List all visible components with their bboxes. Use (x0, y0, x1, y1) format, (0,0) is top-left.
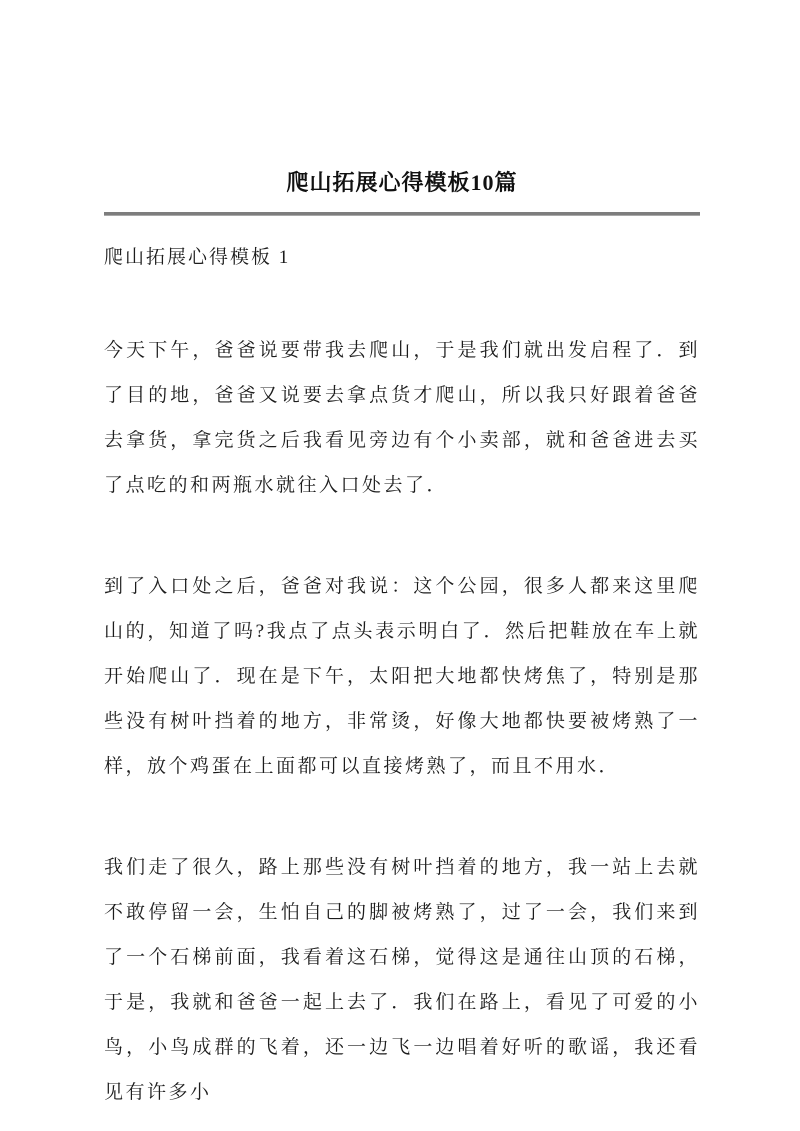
title-divider (104, 212, 700, 216)
document-title: 爬山拓展心得模板10篇 (286, 170, 518, 195)
paragraph-2: 到了入口处之后，爸爸对我说：这个公园，很多人都来这里爬山的，知道了吗?我点了点头表示明白了．然后把鞋放在车上就开始爬山了．现在是下午，太阳把大地都快烤焦了，特别是那些没有树叶挡着的地方，非常烫，好像大地都快要被烤熟了一样，放个鸡蛋在上面都可以直接烤熟了，而且不用水． (104, 576, 700, 777)
paragraph-1: 今天下午，爸爸说要带我去爬山，于是我们就出发启程了．到了目的地，爸爸又说要去拿点货才爬山，所以我只好跟着爸爸去拿货，拿完货之后我看见旁边有个小卖部，就和爸爸进去买了点吃的和两瓶水就往入口处去了． (104, 340, 700, 496)
paragraph-3: 我们走了很久，路上那些没有树叶挡着的地方，我一站上去就不敢停留一会，生怕自己的脚被烤熟了，过了一会，我们来到了一个石梯前面，我看着这石梯，觉得这是通往山顶的石梯，于是，我就和爸爸一起上去了．我们在路上，看见了可爱的小鸟，小鸟成群的飞着，还一边飞一边唱着好听的歌谣，我还看见有许多小 (104, 857, 700, 1103)
section-heading: 爬山拓展心得模板 1 (104, 247, 291, 268)
